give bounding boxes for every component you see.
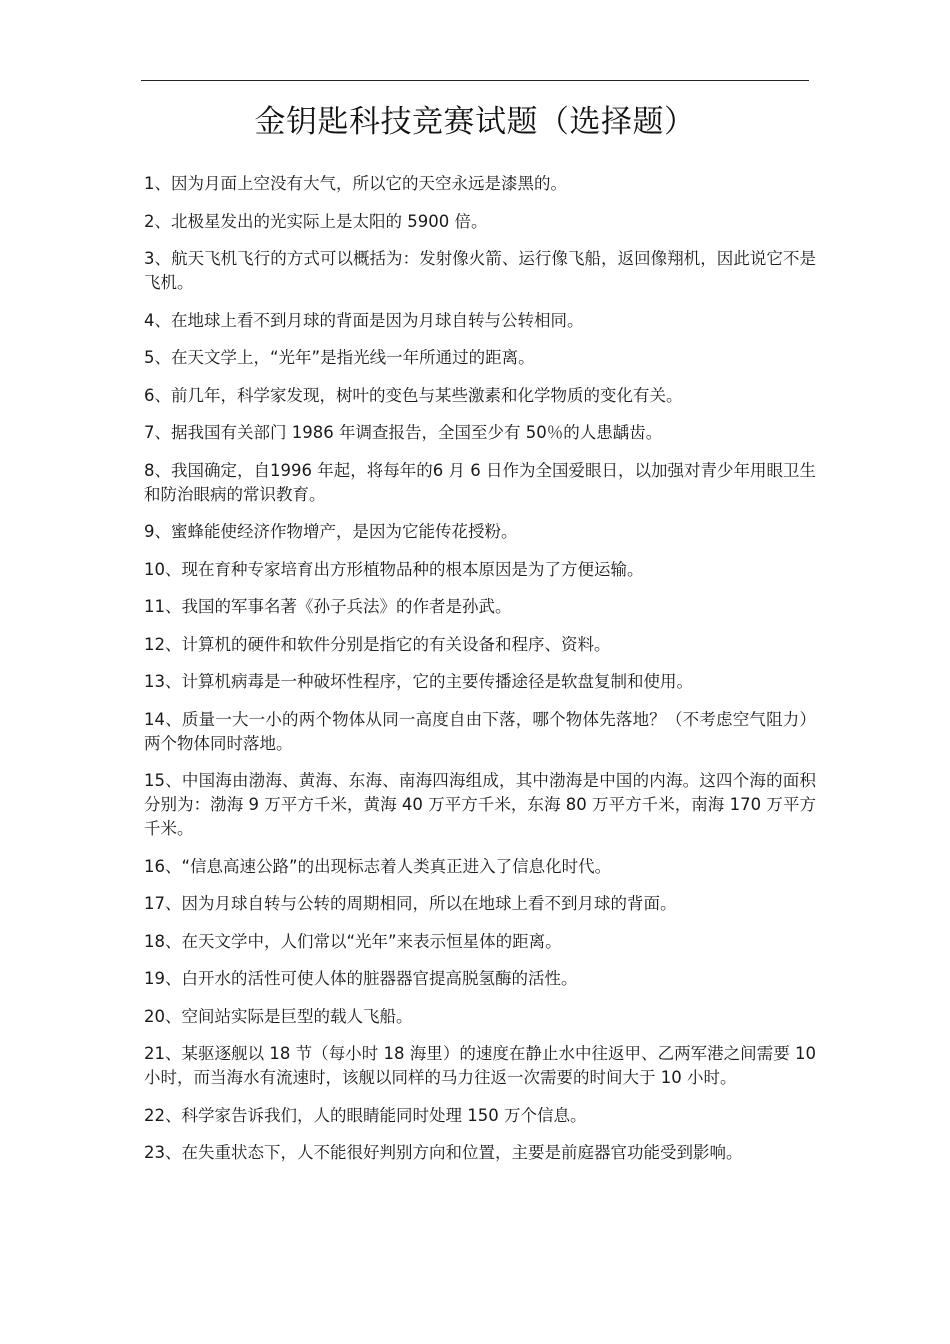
- question-item: 18、在天文学中，人们常以“光年”来表示恒星体的距离。: [144, 931, 562, 951]
- question-item: 10、现在育种专家培育出方形植物品种的根本原因是为了方便运输。: [144, 559, 644, 579]
- question-item: 23、在失重状态下，人不能很好判别方向和位置，主要是前庭器官功能受到影响。: [144, 1143, 743, 1162]
- question-item: 17、因为月球自转与公转的周期相同，所以在地球上看不到月球的背面。: [144, 894, 677, 913]
- question-item: 15、中国海由渤海、黄海、东海、南海四海组成，其中渤海是中国的内海。这四个海的面积分别为：渤海 9 万平方千米，黄海 40 万平方千米，东海 80 万平方千米，南海 170 万平方千米。: [144, 771, 816, 838]
- question-item: 4、在地球上看不到月球的背面是因为月球自转与公转相同。: [144, 310, 584, 330]
- question-item: 3、航天飞机飞行的方式可以概括为：发射像火箭、运行像飞船，返回像翔机，因此说它不是飞机。: [144, 249, 816, 292]
- header-rule: [141, 80, 809, 81]
- question-item: 11、我国的军事名著《孙子兵法》的作者是孙武。: [144, 597, 512, 616]
- question-item: 2、北极星发出的光实际上是太阳的 5900 倍。: [144, 211, 488, 231]
- question-item: 5、在天文学上，“光年”是指光线一年所通过的距离。: [144, 348, 535, 367]
- question-item: 21、某驱逐舰以 18 节（每小时 18 海里）的速度在静止水中往返甲、乙两军港之间需要 10 小时，而当海水有流速时，该舰以同样的马力往返一次需要的时间大于 10 小时。: [144, 1044, 816, 1087]
- question-item: 14、质量一大一小的两个物体从同一高度自由下落，哪个物体先落地？（不考虑空气阻力）两个物体同时落地。: [144, 709, 816, 753]
- question-item: 20、空间站实际是巨型的载人飞船。: [144, 1006, 413, 1026]
- question-item: 12、计算机的硬件和软件分别是指它的有关设备和程序、资料。: [144, 634, 611, 654]
- question-item: 6、前几年，科学家发现，树叶的变色与某些激素和化学物质的变化有关。: [144, 385, 683, 405]
- question-item: 16、“信息高速公路”的出现标志着人类真正进入了信息化时代。: [144, 856, 612, 876]
- question-item: 19、白开水的活性可使人体的脏器器官提高脱氢酶的活性。: [144, 969, 578, 988]
- question-list: [144, 172, 816, 1179]
- question-item: 22、科学家告诉我们，人的眼睛能同时处理 150 万个信息。: [144, 1105, 587, 1125]
- question-item: 9、蜜蜂能使经济作物增产，是因为它能传花授粉。: [144, 522, 518, 541]
- question-item: 13、计算机病毒是一种破坏性程序，它的主要传播途径是软盘复制和使用。: [144, 672, 693, 691]
- question-item: 8、我国确定，自1996 年起，将每年的6 月 6 日作为全国爱眼日，以加强对青少年用眼卫生和防治眼病的常识教育。: [144, 460, 816, 504]
- page-title: 金钥匙科技竞赛试题（选择题）: [254, 104, 696, 140]
- question-item: 7、据我国有关部门 1986 年调查报告，全国至少有 50％的人患龋齿。: [144, 423, 663, 442]
- question-item: 1、因为月面上空没有大气，所以它的天空永远是漆黑的。: [144, 174, 567, 193]
